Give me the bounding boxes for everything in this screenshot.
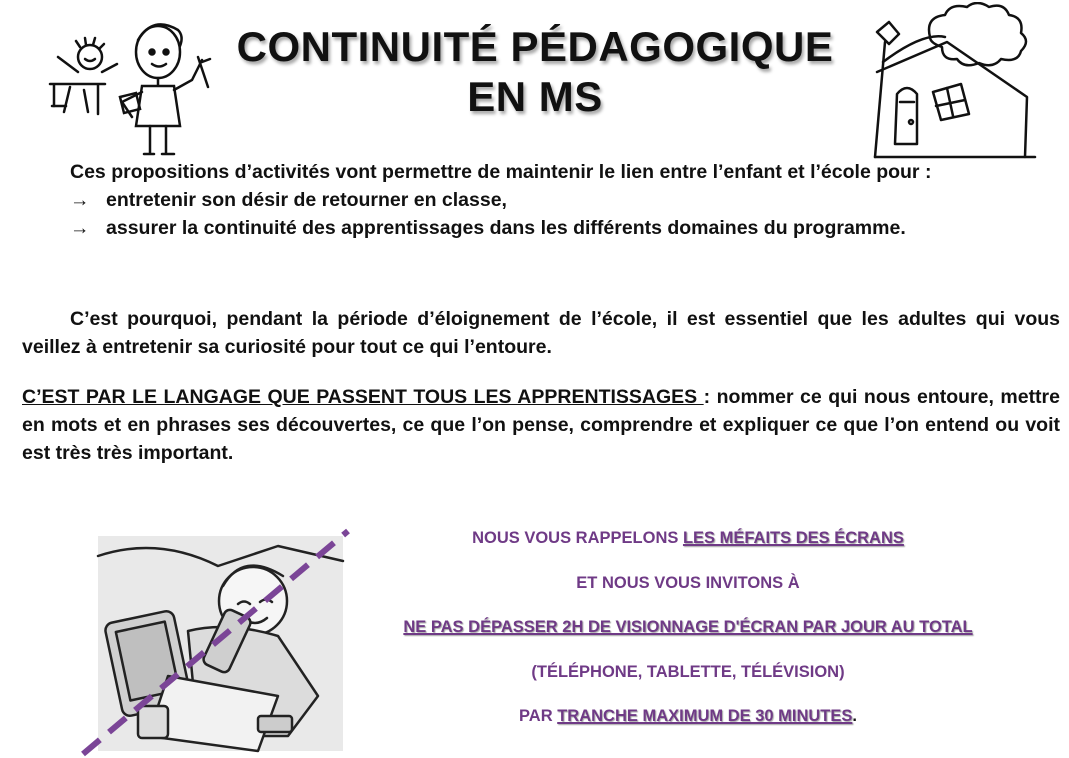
screen-time-notice [348,524,1028,747]
intro-lead: Ces propositions d’activités vont permettre de maintenir le lien entre l’enfant et l’école pour : [70,161,932,183]
intro-paragraph [22,158,1060,242]
notice-line-2: ET NOUS VOUS INVITONS À [576,573,800,592]
notice-emphasis-limit: NE PAS DÉPASSER 2H DE VISIONNAGE D'ÉCRAN PAR JOUR AU TOTAL [403,618,973,637]
page-title [190,22,880,122]
title-line-2: EN MS [467,73,603,120]
bullet-text: assurer la continuité des apprentissages dans les différents domaines du programme. [106,217,906,239]
house-drawing-icon [855,2,1055,162]
arrow-right-icon: → [70,189,90,211]
title-line-1: CONTINUITÉ PÉDAGOGIQUE [236,23,834,70]
paragraph-curiosity: C’est pourquoi, pendant la période d’éloignement de l’école, il est essentiel que les adultes qui vous veillez à entretenir sa curiosité pour tout ce qui l’entoure. [22,308,1060,358]
intro-bullet-2 [22,214,1060,242]
bullet-text: entretenir son désir de retourner en classe, [106,189,507,211]
paragraph-language [22,383,1060,467]
notice-line-5: PAR TRANCHE MAXIMUM DE 30 MINUTES. [519,707,857,726]
child-with-screens-crossed-icon [78,526,353,758]
notice-line-3 [348,613,1028,658]
intro-bullet-1 [22,186,1060,214]
notice-emphasis-duration: TRANCHE MAXIMUM DE 30 MINUTES [557,707,853,726]
language-rest: : nommer ce qui nous entoure, mettre en mots et en phrases ses découvertes, ce que l’on pense, comprendre et expliquer ce que l’on entend ou voit est très très important. [22,386,1060,464]
arrow-right-icon: → [70,217,90,239]
notice-line-1: NOUS VOUS RAPPELONS LES MÉFAITS DES ÉCRANS [472,529,904,547]
language-emphasis: C’EST PAR LE LANGAGE QUE PASSENT TOUS LES APPRENTISSAGES [22,386,704,408]
notice-emphasis-screens: LES MÉFAITS DES ÉCRANS [682,529,904,547]
notice-line-4: (TÉLÉPHONE, TABLETTE, TÉLÉVISION) [531,662,845,681]
